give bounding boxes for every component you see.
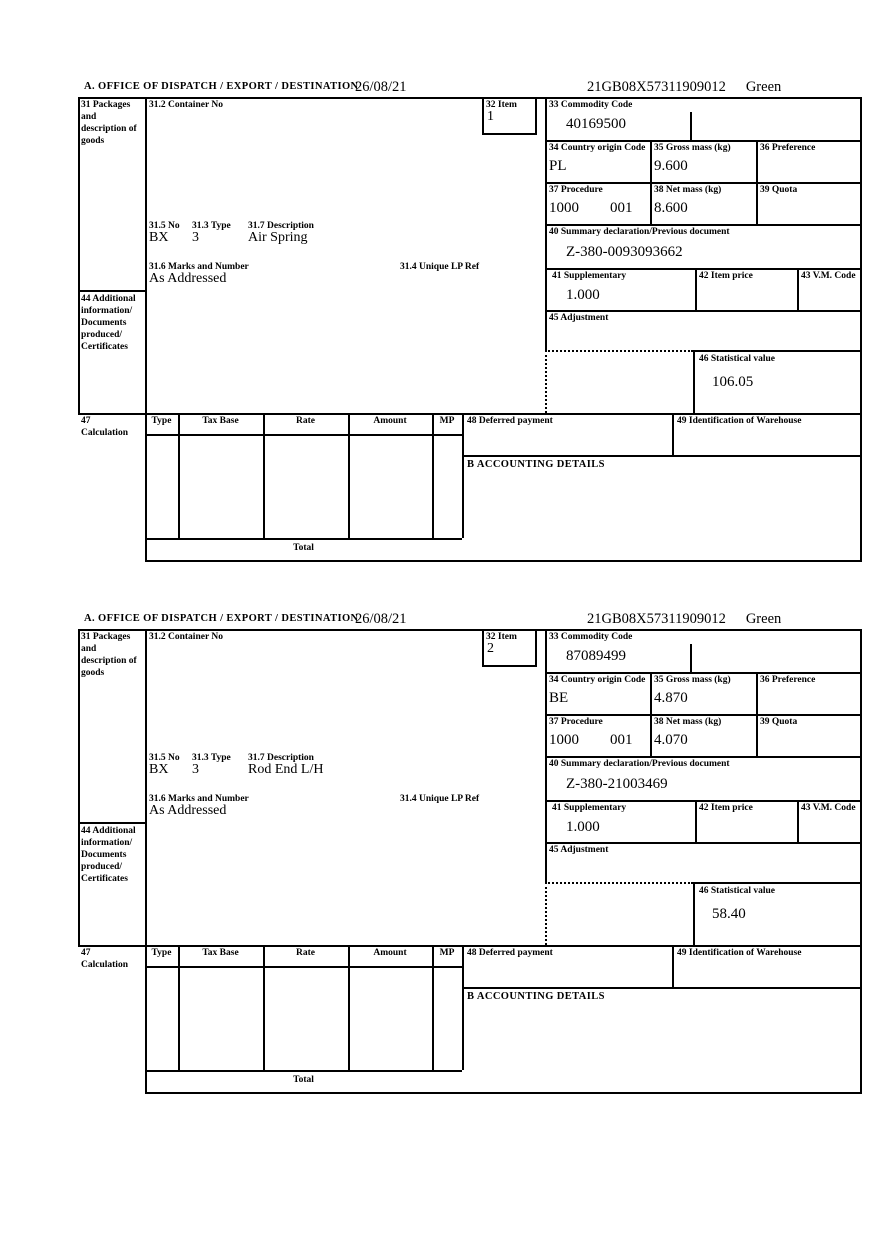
border-col-42-43 xyxy=(797,268,799,310)
border-right xyxy=(860,629,862,1094)
border-col-41-42 xyxy=(695,800,697,842)
border-col-35-36 xyxy=(756,672,758,756)
box36-label: 36 Preference xyxy=(760,143,816,153)
box38-label: 38 Net mass (kg) xyxy=(654,717,722,727)
box31-7-label: 31.7 Description xyxy=(248,753,314,763)
box31-4-label: 31.4 Unique LP Ref xyxy=(400,794,480,804)
box43-label: 43 V.M. Code xyxy=(801,803,856,813)
mrn-number: 21GB08X57311909012 xyxy=(587,79,726,95)
procedure-code: 1000 xyxy=(549,732,579,748)
item-number: 2 xyxy=(487,641,494,656)
mrn-reference xyxy=(587,611,781,628)
box44-label: 44 Additional information/ Documents produced/ Certificates xyxy=(81,294,136,352)
border-col-mp xyxy=(462,413,464,538)
border-box32-left xyxy=(482,97,484,133)
box31-5-label: 31.5 No xyxy=(149,753,180,763)
border-box48-bottom xyxy=(462,987,860,989)
mrn-number: 21GB08X57311909012 xyxy=(587,611,726,627)
border-box32-bottom xyxy=(482,665,537,667)
box49-label: 49 Identification of Warehouse xyxy=(677,416,802,426)
box40-label: 40 Summary declaration/Previous document xyxy=(549,227,730,237)
package-count: BX xyxy=(149,230,169,245)
border-box41-row-bottom xyxy=(545,310,860,312)
marks-and-numbers: As Addressed xyxy=(149,271,227,286)
border-left xyxy=(78,97,80,413)
net-mass: 8.600 xyxy=(654,200,688,216)
border-box32-right xyxy=(535,97,537,133)
border-box33-divider xyxy=(690,112,692,140)
box31-3-label: 31.3 Type xyxy=(192,753,231,763)
box31-2-label: 31.2 Container No xyxy=(149,100,223,110)
border-box34-row-bottom xyxy=(545,714,860,716)
declaration-date: 26/08/21 xyxy=(355,79,407,95)
procedure-code: 1000 xyxy=(549,200,579,216)
box48-label: 48 Deferred payment xyxy=(467,948,553,958)
box39-label: 39 Quota xyxy=(760,185,798,195)
gross-mass: 4.870 xyxy=(654,690,688,706)
box31-6-label: 31.6 Marks and Number xyxy=(149,262,249,272)
border-label-column-divider xyxy=(78,290,145,292)
col-amount-header: Amount xyxy=(373,948,407,958)
box31-6-label: 31.6 Marks and Number xyxy=(149,794,249,804)
statistical-value: 58.40 xyxy=(712,906,746,922)
box31-7-label: 31.7 Description xyxy=(248,221,314,231)
supplementary-units: 1.000 xyxy=(566,819,600,835)
box34-label: 34 Country origin Code xyxy=(549,143,646,153)
border-top xyxy=(78,97,862,99)
border-dotted-box45-bottom xyxy=(545,882,693,884)
box37-label: 37 Procedure xyxy=(549,185,603,195)
box47-label: 47 Calculation xyxy=(81,948,128,970)
total-label: Total xyxy=(293,543,314,553)
box43-label: 43 V.M. Code xyxy=(801,271,856,281)
box33-label: 33 Commodity Code xyxy=(549,100,633,110)
border-bottom xyxy=(145,560,862,562)
border-box32-left xyxy=(482,629,484,665)
box42-label: 42 Item price xyxy=(699,271,753,281)
border-col-type xyxy=(178,413,180,538)
border-box47-top xyxy=(78,413,862,415)
border-right xyxy=(860,97,862,562)
border-col-amount xyxy=(432,945,434,1070)
box31-2-label: 31.2 Container No xyxy=(149,632,223,642)
box35-label: 35 Gross mass (kg) xyxy=(654,675,731,685)
col-rate-header: Rate xyxy=(296,416,315,426)
box45-label: 45 Adjustment xyxy=(549,845,609,855)
accounting-details-label: B ACCOUNTING DETAILS xyxy=(467,991,605,1002)
box46-label: 46 Statistical value xyxy=(699,886,775,896)
col-taxbase-header: Tax Base xyxy=(202,416,239,426)
border-label-column xyxy=(145,629,147,1092)
office-of-dispatch-label: A. OFFICE OF DISPATCH / EXPORT / DESTINATION xyxy=(84,613,359,624)
package-type: 3 xyxy=(192,762,199,777)
office-of-dispatch-label: A. OFFICE OF DISPATCH / EXPORT / DESTINATION xyxy=(84,81,359,92)
routing-status: Green xyxy=(745,79,782,95)
border-col-48-49 xyxy=(672,413,674,455)
box31-label: 31 Packages and description of goods xyxy=(81,632,137,678)
border-box48-bottom xyxy=(462,455,860,457)
package-count: BX xyxy=(149,762,169,777)
box37-label: 37 Procedure xyxy=(549,717,603,727)
declaration-date: 26/08/21 xyxy=(355,611,407,627)
border-table-header-bottom xyxy=(145,966,462,968)
border-col-34-35 xyxy=(650,140,652,224)
procedure-code-2: 001 xyxy=(610,200,633,216)
border-top xyxy=(78,629,862,631)
commodity-code: 87089499 xyxy=(566,648,626,664)
previous-document: Z-380-21003469 xyxy=(566,776,668,792)
border-label-column xyxy=(145,97,147,560)
border-col-mp xyxy=(462,945,464,1070)
box32-label: 32 Item xyxy=(486,100,517,110)
col-type-header: Type xyxy=(151,948,172,958)
border-box47-top xyxy=(78,945,862,947)
border-box32-right xyxy=(535,629,537,665)
box39-label: 39 Quota xyxy=(760,717,798,727)
border-label-column-divider xyxy=(78,822,145,824)
package-type: 3 xyxy=(192,230,199,245)
col-mp-header: MP xyxy=(439,416,455,426)
net-mass: 4.070 xyxy=(654,732,688,748)
border-box32-bottom xyxy=(482,133,537,135)
border-dotted-box45-bottom xyxy=(545,350,693,352)
col-rate-header: Rate xyxy=(296,948,315,958)
border-col-rate xyxy=(348,413,350,538)
box33-label: 33 Commodity Code xyxy=(549,632,633,642)
col-type-header: Type xyxy=(151,416,172,426)
border-box40-bottom xyxy=(545,268,860,270)
border-mid-column-dotted xyxy=(545,350,547,413)
border-mid-column xyxy=(545,629,547,882)
border-col-34-35 xyxy=(650,672,652,756)
border-box46-top xyxy=(693,350,860,352)
previous-document: Z-380-0093093662 xyxy=(566,244,683,260)
border-box37-row-bottom xyxy=(545,224,860,226)
border-col-41-42 xyxy=(695,268,697,310)
border-col-48-49 xyxy=(672,945,674,987)
border-left xyxy=(78,629,80,945)
item-number: 1 xyxy=(487,109,494,124)
origin-country-code: PL xyxy=(549,158,567,174)
box47-label: 47 Calculation xyxy=(81,416,128,438)
routing-status: Green xyxy=(745,611,782,627)
box49-label: 49 Identification of Warehouse xyxy=(677,948,802,958)
box32-label: 32 Item xyxy=(486,632,517,642)
border-col-type xyxy=(178,945,180,1070)
marks-and-numbers: As Addressed xyxy=(149,803,227,818)
box45-label: 45 Adjustment xyxy=(549,313,609,323)
border-mid-column xyxy=(545,97,547,350)
border-col-42-43 xyxy=(797,800,799,842)
border-mid-column-dotted xyxy=(545,882,547,945)
gross-mass: 9.600 xyxy=(654,158,688,174)
box31-label: 31 Packages and description of goods xyxy=(81,100,137,146)
procedure-code-2: 001 xyxy=(610,732,633,748)
border-box33-bottom xyxy=(545,140,860,142)
box36-label: 36 Preference xyxy=(760,675,816,685)
origin-country-code: BE xyxy=(549,690,569,706)
border-col-taxbase xyxy=(263,945,265,1070)
border-box40-bottom xyxy=(545,800,860,802)
border-box33-bottom xyxy=(545,672,860,674)
mrn-reference xyxy=(587,79,781,96)
border-box37-row-bottom xyxy=(545,756,860,758)
box38-label: 38 Net mass (kg) xyxy=(654,185,722,195)
border-box46-left xyxy=(693,350,695,413)
accounting-details-label: B ACCOUNTING DETAILS xyxy=(467,459,605,470)
box34-label: 34 Country origin Code xyxy=(549,675,646,685)
box40-label: 40 Summary declaration/Previous document xyxy=(549,759,730,769)
box48-label: 48 Deferred payment xyxy=(467,416,553,426)
total-label: Total xyxy=(293,1075,314,1085)
box31-3-label: 31.3 Type xyxy=(192,221,231,231)
goods-description: Air Spring xyxy=(248,230,308,245)
border-table-header-bottom xyxy=(145,434,462,436)
border-col-35-36 xyxy=(756,140,758,224)
box41-label: 41 Supplementary xyxy=(552,271,627,281)
box35-label: 35 Gross mass (kg) xyxy=(654,143,731,153)
border-col-taxbase xyxy=(263,413,265,538)
col-amount-header: Amount xyxy=(373,416,407,426)
border-bottom xyxy=(145,1092,862,1094)
col-mp-header: MP xyxy=(439,948,455,958)
box44-label: 44 Additional information/ Documents produced/ Certificates xyxy=(81,826,136,884)
commodity-code: 40169500 xyxy=(566,116,626,132)
border-box41-row-bottom xyxy=(545,842,860,844)
box41-label: 41 Supplementary xyxy=(552,803,627,813)
supplementary-units: 1.000 xyxy=(566,287,600,303)
border-col-rate xyxy=(348,945,350,1070)
goods-description: Rod End L/H xyxy=(248,762,324,777)
border-box33-divider xyxy=(690,644,692,672)
declaration-item-section-2 xyxy=(0,610,882,1104)
declaration-item-section-1 xyxy=(0,78,882,572)
col-taxbase-header: Tax Base xyxy=(202,948,239,958)
border-box46-top xyxy=(693,882,860,884)
box46-label: 46 Statistical value xyxy=(699,354,775,364)
box42-label: 42 Item price xyxy=(699,803,753,813)
box31-4-label: 31.4 Unique LP Ref xyxy=(400,262,480,272)
border-table-body-bottom xyxy=(145,1070,462,1072)
box31-5-label: 31.5 No xyxy=(149,221,180,231)
border-col-amount xyxy=(432,413,434,538)
border-box34-row-bottom xyxy=(545,182,860,184)
border-box46-left xyxy=(693,882,695,945)
statistical-value: 106.05 xyxy=(712,374,754,390)
border-table-body-bottom xyxy=(145,538,462,540)
